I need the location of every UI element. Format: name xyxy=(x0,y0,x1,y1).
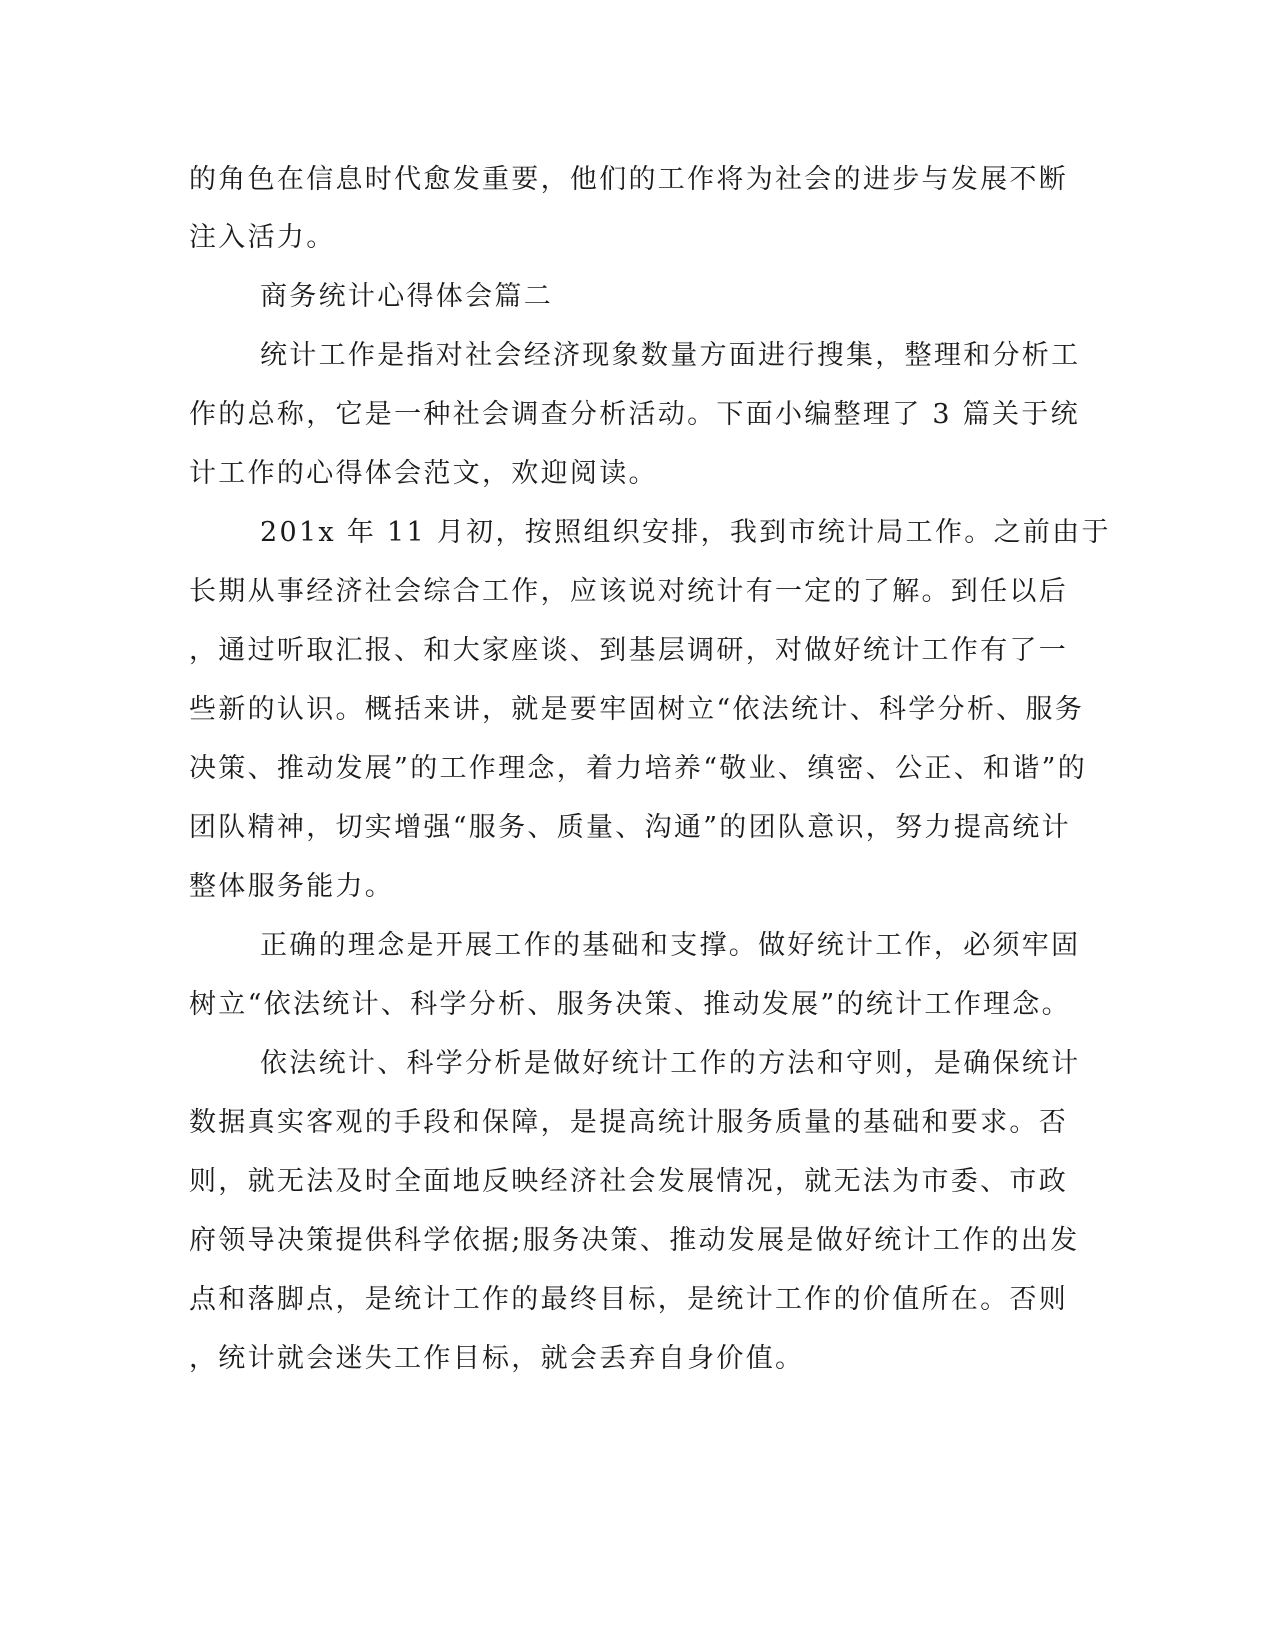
text-line-20: 点和落脚点，是统计工作的最终目标，是统计工作的价值所在。否则 xyxy=(189,1284,1068,1315)
text-line-13: 整体服务能力。 xyxy=(189,871,395,902)
text-line-14: 正确的理念是开展工作的基础和支撑。做好统计工作，必须牢固 xyxy=(260,930,1081,961)
text-line-17: 数据真实客观的手段和保障，是提高统计服务质量的基础和要求。否 xyxy=(189,1107,1068,1138)
text-line-8: 长期从事经济社会综合工作，应该说对统计有一定的了解。到任以后 xyxy=(189,576,1068,607)
text-line-6: 计工作的心得体会范文，欢迎阅读。 xyxy=(189,458,658,489)
text-line-11: 决策、推动发展”的工作理念，着力培养“敬业、缜密、公正、和谐”的 xyxy=(189,753,1088,784)
text-line-12: 团队精神，切实增强“服务、质量、沟通”的团队意识，努力提高统计 xyxy=(189,812,1071,843)
text-line-10: 些新的认识。概括来讲，就是要牢固树立“依法统计、科学分析、服务 xyxy=(189,694,1085,725)
text-line-9: ，通过听取汇报、和大家座谈、到基层调研，对做好统计工作有了一 xyxy=(189,635,1068,666)
text-line-4: 统计工作是指对社会经济现象数量方面进行搜集，整理和分析工 xyxy=(260,340,1081,371)
text-line-16: 依法统计、科学分析是做好统计工作的方法和守则，是确保统计 xyxy=(260,1048,1081,1079)
section-heading: 商务统计心得体会篇二 xyxy=(260,281,553,312)
text-line-7: 201x 年 11 月初，按照组织安排，我到市统计局工作。之前由于 xyxy=(260,517,1111,548)
text-line-5: 作的总称，它是一种社会调查分析活动。下面小编整理了 3 篇关于统 xyxy=(189,399,1080,430)
text-line-18: 则，就无法及时全面地反映经济社会发展情况，就无法为市委、市政 xyxy=(189,1166,1068,1197)
text-line-19: 府领导决策提供科学依据;服务决策、推动发展是做好统计工作的出发 xyxy=(189,1225,1080,1256)
text-line-1: 的角色在信息时代愈发重要，他们的工作将为社会的进步与发展不断 xyxy=(189,164,1068,195)
text-line-15: 树立“依法统计、科学分析、服务决策、推动发展”的统计工作理念。 xyxy=(189,989,1071,1020)
text-line-2: 注入活力。 xyxy=(189,222,336,253)
text-line-21: ，统计就会迷失工作目标，就会丢弃自身价值。 xyxy=(189,1343,805,1374)
